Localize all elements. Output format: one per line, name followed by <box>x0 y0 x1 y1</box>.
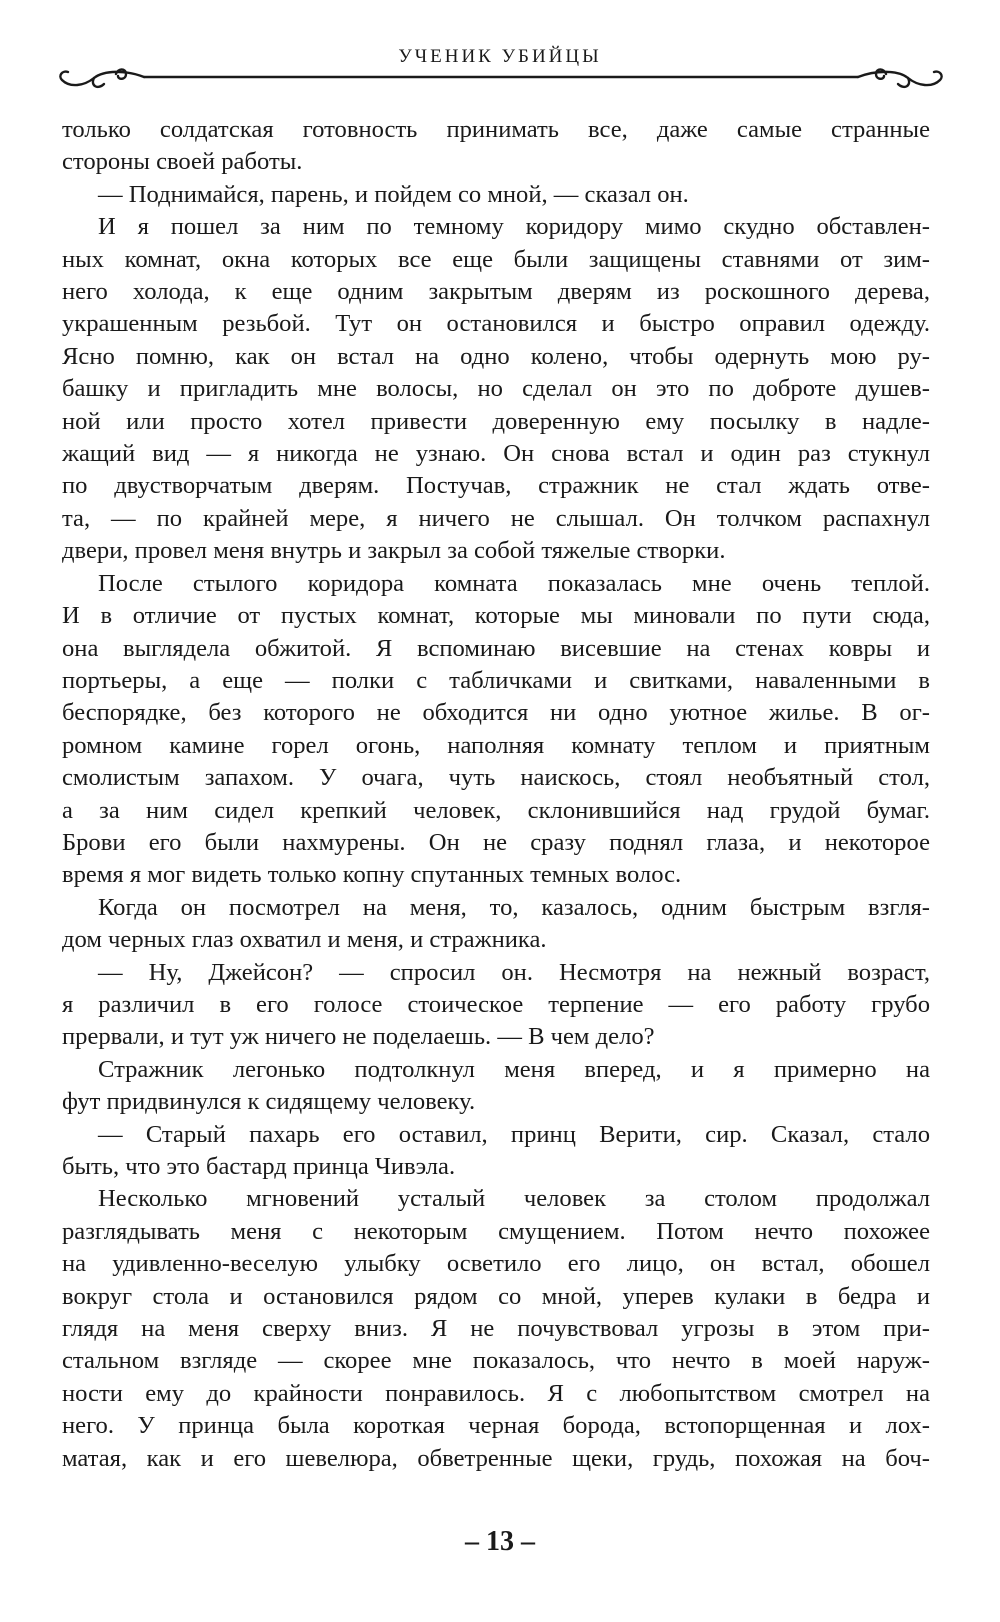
paragraph <box>62 1119 930 1184</box>
text-line: по двустворчатым дверям. Постучав, стражник не стал ждать отве- <box>62 472 930 500</box>
text-line: портьеры, а еще — полки с табличками и свитками, наваленными в <box>62 666 930 694</box>
text-line: разглядывать меня с некоторым смущением. Потом нечто похожее <box>62 1217 930 1245</box>
paragraph <box>62 568 930 892</box>
text-line: Брови его были нахмурены. Он не сразу поднял глаза, и некоторое <box>62 828 930 856</box>
text-line: та, — по крайней мере, я ничего не слышал. Он толчком распахнул <box>62 504 930 532</box>
left-flourish <box>60 70 144 87</box>
page-number: – 13 – <box>465 1526 535 1557</box>
paragraph <box>62 179 930 211</box>
body-text <box>62 114 930 1475</box>
paragraph <box>62 957 930 1054</box>
text-line: стальном взгляде — скорее мне показалось, что нечто в моей наруж- <box>62 1347 930 1375</box>
right-flourish <box>858 70 942 87</box>
text-line: жащий вид — я никогда не узнаю. Он снова встал и один раз стукнул <box>62 440 930 468</box>
text-line: И я пошел за ним по темному коридору мимо скудно обставлен- <box>98 213 930 241</box>
text-line: дом черных глаз охватил и меня, и стражника. <box>62 926 547 954</box>
text-line: башку и пригладить мне волосы, но сделал он это по доброте душев- <box>62 375 930 403</box>
text-line: ной или просто хотел привести доверенную ему посылку в надле- <box>62 407 930 435</box>
text-line: только солдатская готовность принимать все, даже самые странные <box>62 116 930 143</box>
paragraph <box>62 211 930 567</box>
text-line: фут придвинулся к сидящему человеку. <box>62 1088 476 1116</box>
text-line: прервали, и тут уж ничего не поделаешь. — В чем дело? <box>62 1023 655 1051</box>
paragraph <box>62 1183 930 1475</box>
text-line: матая, как и его шевелюра, обветренные щеки, грудь, похожая на боч- <box>62 1444 930 1472</box>
text-line: После стылого коридора комната показалась мне очень теплой. <box>98 569 930 597</box>
text-line: а за ним сидел крепкий человек, склонившийся над грудой бумаг. <box>62 796 930 824</box>
text-line: ромном камине горел огонь, наполняя комнату теплом и приятным <box>62 731 930 759</box>
text-line: — Старый пахарь его оставил, принц Верити, сир. Сказал, стало <box>98 1120 930 1148</box>
text-line: смолистым запахом. У очага, чуть наискось, стоял необъятный стол, <box>62 764 930 792</box>
running-head: УЧЕНИК УБИЙЦЫ <box>398 46 602 67</box>
text-line: Стражник легонько подтолкнул меня вперед, и я примерно на <box>98 1055 930 1083</box>
text-line: беспорядке, без которого не обходится ни одно уютное жилье. В ог- <box>62 699 930 727</box>
text-line: — Ну, Джейсон? — спросил он. Несмотря на нежный возраст, <box>98 958 930 986</box>
text-line: вокруг стола и остановился рядом со мной, уперев кулаки в бедра и <box>62 1282 930 1310</box>
text-line: быть, что это бастард принца Чивэла. <box>62 1153 456 1180</box>
text-line: время я мог видеть только копну спутанных темных волос. <box>62 861 682 889</box>
text-line: него холода, к еще одним закрытым дверям из роскошного дерева, <box>62 278 930 306</box>
text-line: него. У принца была короткая черная борода, встопорщенная и лох- <box>62 1412 930 1440</box>
text-line: стороны своей работы. <box>62 148 303 176</box>
text-line: украшенным резьбой. Тут он остановился и быстро оправил одежду. <box>62 310 930 338</box>
text-line: глядя на меня сверху вниз. Я не почувствовал угрозы в этом при- <box>62 1315 930 1343</box>
text-line: я различил в его голосе стоическое терпение — его работу грубо <box>62 990 930 1018</box>
text-line: на удивленно-веселую улыбку осветило его лицо, он встал, обошел <box>62 1250 930 1278</box>
text-line: ных комнат, окна которых все еще были защищены ставнями от зим- <box>62 245 930 273</box>
text-line: Когда он посмотрел на меня, то, казалось, одним быстрым взгля- <box>98 893 930 921</box>
paragraph <box>62 1054 930 1119</box>
text-line: ности ему до крайности понравилось. Я с любопытством смотрел на <box>62 1379 930 1407</box>
text-line: — Поднимайся, парень, и пойдем со мной, — сказал он. <box>98 180 689 208</box>
text-line: И в отличие от пустых комнат, которые мы миновали по пути сюда, <box>62 602 930 630</box>
text-line: Ясно помню, как он встал на одно колено, чтобы одернуть мою ру- <box>62 342 930 370</box>
header-ornament <box>56 64 946 104</box>
text-line: двери, провел меня внутрь и закрыл за собой тяжелые створки. <box>62 537 726 565</box>
paragraph <box>62 892 930 957</box>
paragraph <box>62 114 930 179</box>
text-line: она выглядела обжитой. Я вспоминаю висевшие на стенах ковры и <box>62 634 930 662</box>
text-line: Несколько мгновений усталый человек за столом продолжал <box>98 1185 930 1213</box>
